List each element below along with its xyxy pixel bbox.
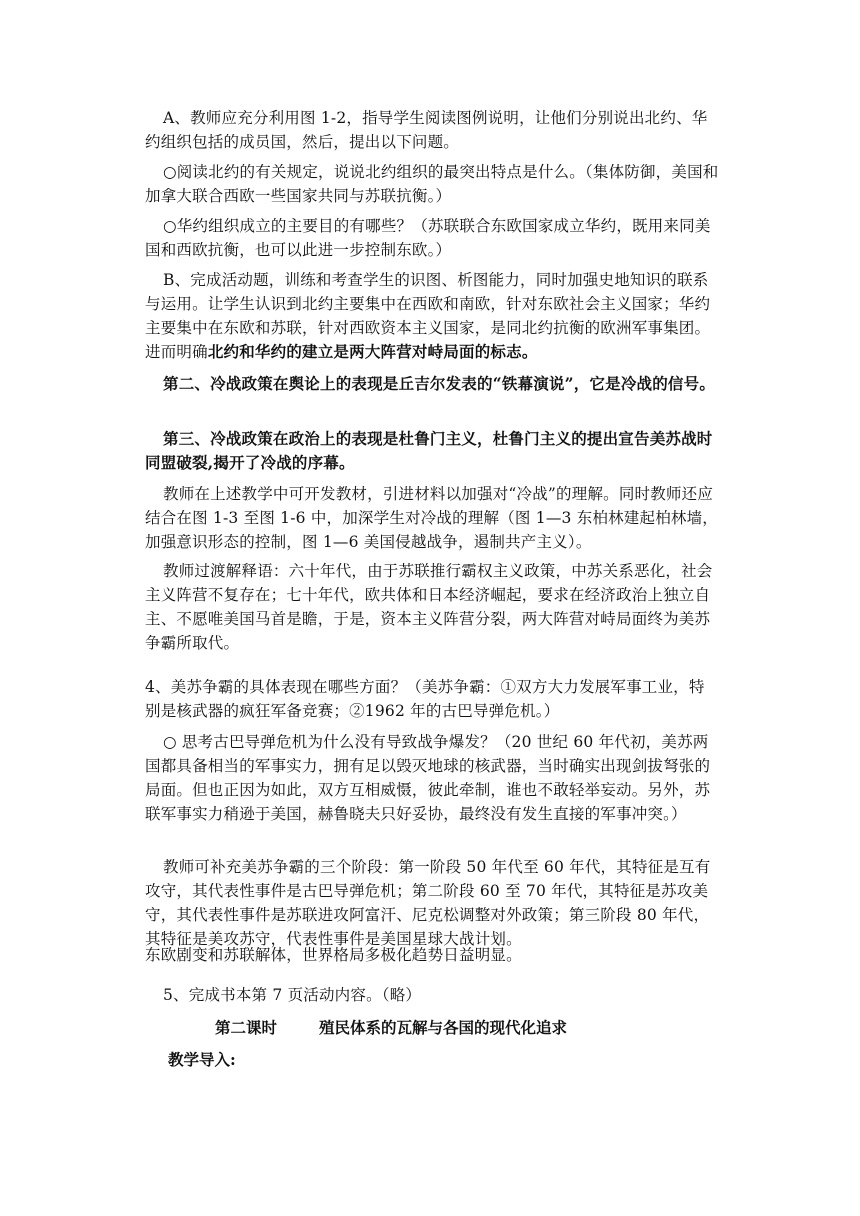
paragraph-three-stages: 教师可补充美苏争霸的三个阶段：第一阶段 50 年代至 60 年代，其特征是互有攻守，其代表性事件是古巴导弹危机；第二阶段 60 至 70 年代，其特征是苏攻美守，其代表性事件是苏联进攻阿富汗、尼克松调整对外政策；第三阶段 80 年代，其特征是美攻苏守，代表性事件是美国星球大战计划。 — [145, 858, 711, 948]
paragraph-teacher-materials: 教师在上述教学中可开发教材，引进材料以加强对“冷战”的理解。同时教师还应结合在图 1-3 至图 1-6 中，加深学生对冷战的理解（图 1—3 东柏林建起柏林墙，加强意识形态的控制，图 1—6 美国侵越战争，遏制共产主义）。 — [145, 485, 719, 551]
paragraph-iron-curtain: 第二、冷战政策在舆论上的表现是丘吉尔发表的“铁幕演说”，它是冷战的信号。 — [163, 374, 716, 393]
paragraph-teacher-transition: 教师过渡解释语：六十年代，由于苏联推行霸权主义政策，中苏关系恶化，社会主义阵营不复存在；七十年代，欧共体和日本经济崛起，要求在经济政治上独立自主、不愿唯美国马首是瞻，于是，资本主义阵营分裂，两大阵营对峙局面终为美苏争霸所取代。 — [145, 562, 713, 652]
paragraph-question-4: 4、美苏争霸的具体表现在哪些方面？（美苏争霸：①双方大力发展军事工业，特别是核武器的疯狂军备竞赛；②1962 年的古巴导弹危机。） — [145, 678, 705, 720]
paragraph-warsaw-question: ○华约组织成立的主要目的有哪些？（苏联联合东欧国家成立华约，既用来同美国和西欧抗衡，也可以此进一步控制东欧。） — [145, 217, 711, 259]
paragraph-multipolar: 东欧剧变和苏联解体，世界格局多极化趋势日益明显。 — [145, 946, 522, 964]
activity-b-text: B、完成活动题，训练和考查学生的识图、析图能力，同时加强史地知识的联系与运用。让学生认识到北约主要集中在西欧和南欧，针对东欧社会主义国家；华约主要集中在东欧和苏联，针对西欧资本主义国家，是同北约抗衡的欧洲军事集团。进而明确 — [145, 271, 711, 361]
lesson-title: 殖民体系的瓦解与各国的现代化追求 — [319, 1018, 568, 1037]
teaching-intro-heading: 教学导入: — [168, 1050, 236, 1069]
paragraph-nato-warsaw-task: A、教师应充分利用图 1-2，指导学生阅读图例说明，让他们分别说出北约、华约组织包括的成员国，然后，提出以下问题。 — [145, 109, 708, 151]
lesson-heading — [215, 1016, 567, 1038]
paragraph-task-5: 5、完成书本第 7 页活动内容。（略） — [163, 986, 422, 1004]
paragraph-activity-b — [145, 268, 720, 364]
paragraph-truman-doctrine: 第三、冷战政策在政治上的表现是杜鲁门主义，杜鲁门主义的提出宣告美苏战时同盟破裂,揭开了冷战的序幕。 — [145, 429, 713, 472]
paragraph-cuban-missile-crisis: ○ 思考古巴导弹危机为什么没有导致战争爆发？（20 世纪 60 年代初，美苏两国都具备相当的军事实力，拥有足以毁灭地球的核武器，当时确实出现剑拔弩张的局面。但也正因为如此，双方互相威慑，彼此牵制，谁也不敢轻举妄动。另外，苏联军事实力稍逊于美国，赫鲁晓夫只好妥协，最终没有发生直接的军事冲突。） — [145, 733, 711, 823]
activity-b-emphasis: 北约和华约的建立是两大阵营对峙局面的标志。 — [207, 342, 538, 361]
lesson-number: 第二课时 — [215, 1018, 278, 1037]
paragraph-nato-question: ○阅读北约的有关规定，说说北约组织的最突出特点是什么。（集体防御，美国和加拿大联合西欧一些国家共同与苏联抗衡。） — [145, 163, 719, 205]
